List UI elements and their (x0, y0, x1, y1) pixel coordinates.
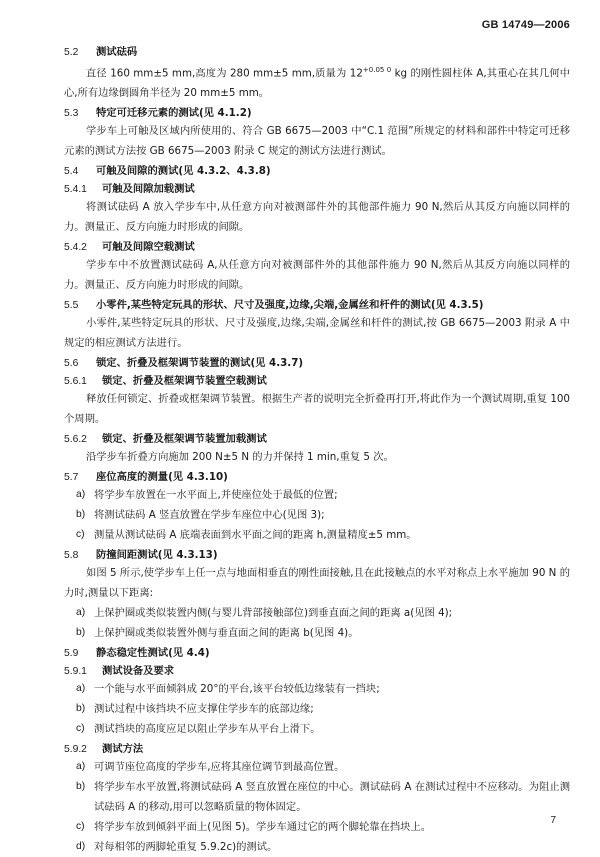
list-item: c) 将学步车放到倾斜平面上(见图 5)。学步车通过它的两个脚轮靠在挡块上。 (76, 821, 432, 834)
section-5-5-body: 小零件,某些特定玩具的形状、尺寸及强度,边缘,尖端,金属丝和杆件的测试,按 GB 6675—2003 附录 A 中规定的相应测试方法进行。 (64, 317, 570, 350)
section-5-8-body: 如图 5 所示,使学步车上任一点与地面相垂直的刚性面接触,且在此接触点的水平对称点上水平施加 90 N 的力时,测量以下距离: (64, 567, 570, 600)
page-content (64, 42, 570, 857)
list-item: a) 上保护圈或类似装置内侧(与婴儿背部接触部位)到垂直面之间的距离 a(见图 4); (76, 607, 453, 620)
section-5-9-2-heading: 5.9.2 测试方法 (64, 743, 144, 756)
section-5-9-heading: 5.9 静态稳定性测试(见 4.4) (64, 647, 210, 660)
list-item: b) 测试过程中该挡块不应支撑住学步车的底部边缘; (76, 703, 314, 716)
section-5-2-heading: 5.2 测试砝码 (64, 46, 138, 58)
section-5-3-body: 学步车上可触及区域内所使用的、符合 GB 6675—2003 中“C.1 范围”所规定的材料和部件中特定可迁移元素的测试方法按 GB 6675—2003 附录 C 规定的测试方法进行测试。 (64, 125, 570, 158)
section-5-7-heading: 5.7 座位高度的测量(见 4.3.10) (64, 471, 228, 484)
section-5-6-1-heading: 5.6.1 锁定、折叠及框架调节装置空载测试 (64, 375, 267, 388)
list-item: b) 将学步车水平放置,将测试砝码 A 竖直放置在座位的中心。测试砝码 A 在测试过程中不应移动。为阻止测试砝码 A 的移动,用可以忽略质量的物体固定。 (76, 781, 570, 814)
list-item: d) 对每相邻的两脚轮重复 5.9.2c)的测试。 (76, 841, 278, 854)
section-5-3-heading: 5.3 特定可迁移元素的测试(见 4.1.2) (64, 107, 252, 120)
list-item: a) 一个能与水平面倾斜成 20°的平台,该平台较低边缘装有一挡块; (76, 683, 380, 696)
section-5-6-2-body: 沿学步车折叠方向施加 200 N±5 N 的力并保持 1 min,重复 5 次。 (86, 451, 394, 464)
section-5-4-1-body: 将测试砝码 A 放入学步车中,从任意方向对被测部件外的其他部件施力 90 N,然后从其反方向施以同样的力。测量正、反方向施力时形成的间隙。 (64, 201, 570, 234)
section-5-4-heading: 5.4 可触及间隙的测试(见 4.3.2、4.3.8) (64, 165, 271, 178)
section-5-6-2-heading: 5.6.2 锁定、折叠及框架调节装置加载测试 (64, 433, 267, 446)
list-item: c) 测量从测试砝码 A 底端表面到水平面之间的距离 h,测量精度±5 mm。 (76, 529, 417, 542)
section-5-2-body: 直径 160 mm±5 mm,高度为 280 mm±5 mm,质量为 $12^{+0.05 0}$ kg 的刚性圆柱体 A,其重心在其几何中心,所有边缘倒圆角半径为 20 mm±5 mm。 (64, 66, 571, 100)
section-5-6-heading: 5.6 锁定、折叠及框架调节装置的测试(见 4.3.7) (64, 357, 304, 370)
list-item: a) 将学步车放置在一水平面上,并使座位处于最低的位置; (76, 489, 338, 502)
list-item: a) 可调节座位高度的学步车,应将其座位调节到最高位置。 (76, 761, 345, 774)
list-item: c) 测试挡块的高度应足以阻止学步车从平台上滑下。 (76, 723, 321, 736)
section-5-9-1-heading: 5.9.1 测试设备及要求 (64, 665, 175, 678)
section-5-4-2-heading: 5.4.2 可触及间隙空载测试 (64, 241, 195, 254)
page-number: 7 (550, 815, 556, 826)
list-item: b) 上保护圈或类似装置外侧与垂直面之间的距离 b(见图 4)。 (76, 627, 359, 640)
mass-tolerance-superscript: +0.05 0 (362, 66, 392, 74)
section-5-5-heading: 5.5 小零件,某些特定玩具的形状、尺寸及强度,边缘,尖端,金属丝和杆件的测试(见 4.3.5) (64, 299, 484, 312)
section-5-4-1-heading: 5.4.1 可触及间隙加载测试 (64, 183, 195, 196)
standard-number: GB 14749—2006 (481, 19, 570, 31)
list-item: b) 将测试砝码 A 竖直放置在学步车座位中心(见图 3); (76, 509, 325, 522)
section-5-6-1-body: 释放任何锁定、折叠或框架调节装置。根据生产者的说明完全折叠再打开,将此作为一个测试周期,重复 100 个周期。 (64, 393, 570, 426)
section-5-8-heading: 5.8 防撞间距测试(见 4.3.13) (64, 549, 218, 562)
section-5-4-2-body: 学步车中不放置测试砝码 A,从任意方向对被测部件外的其他部件施力 90 N,然后从其反方向施以同样的力。测量正、反方向施力时形成的间隙。 (64, 259, 570, 292)
